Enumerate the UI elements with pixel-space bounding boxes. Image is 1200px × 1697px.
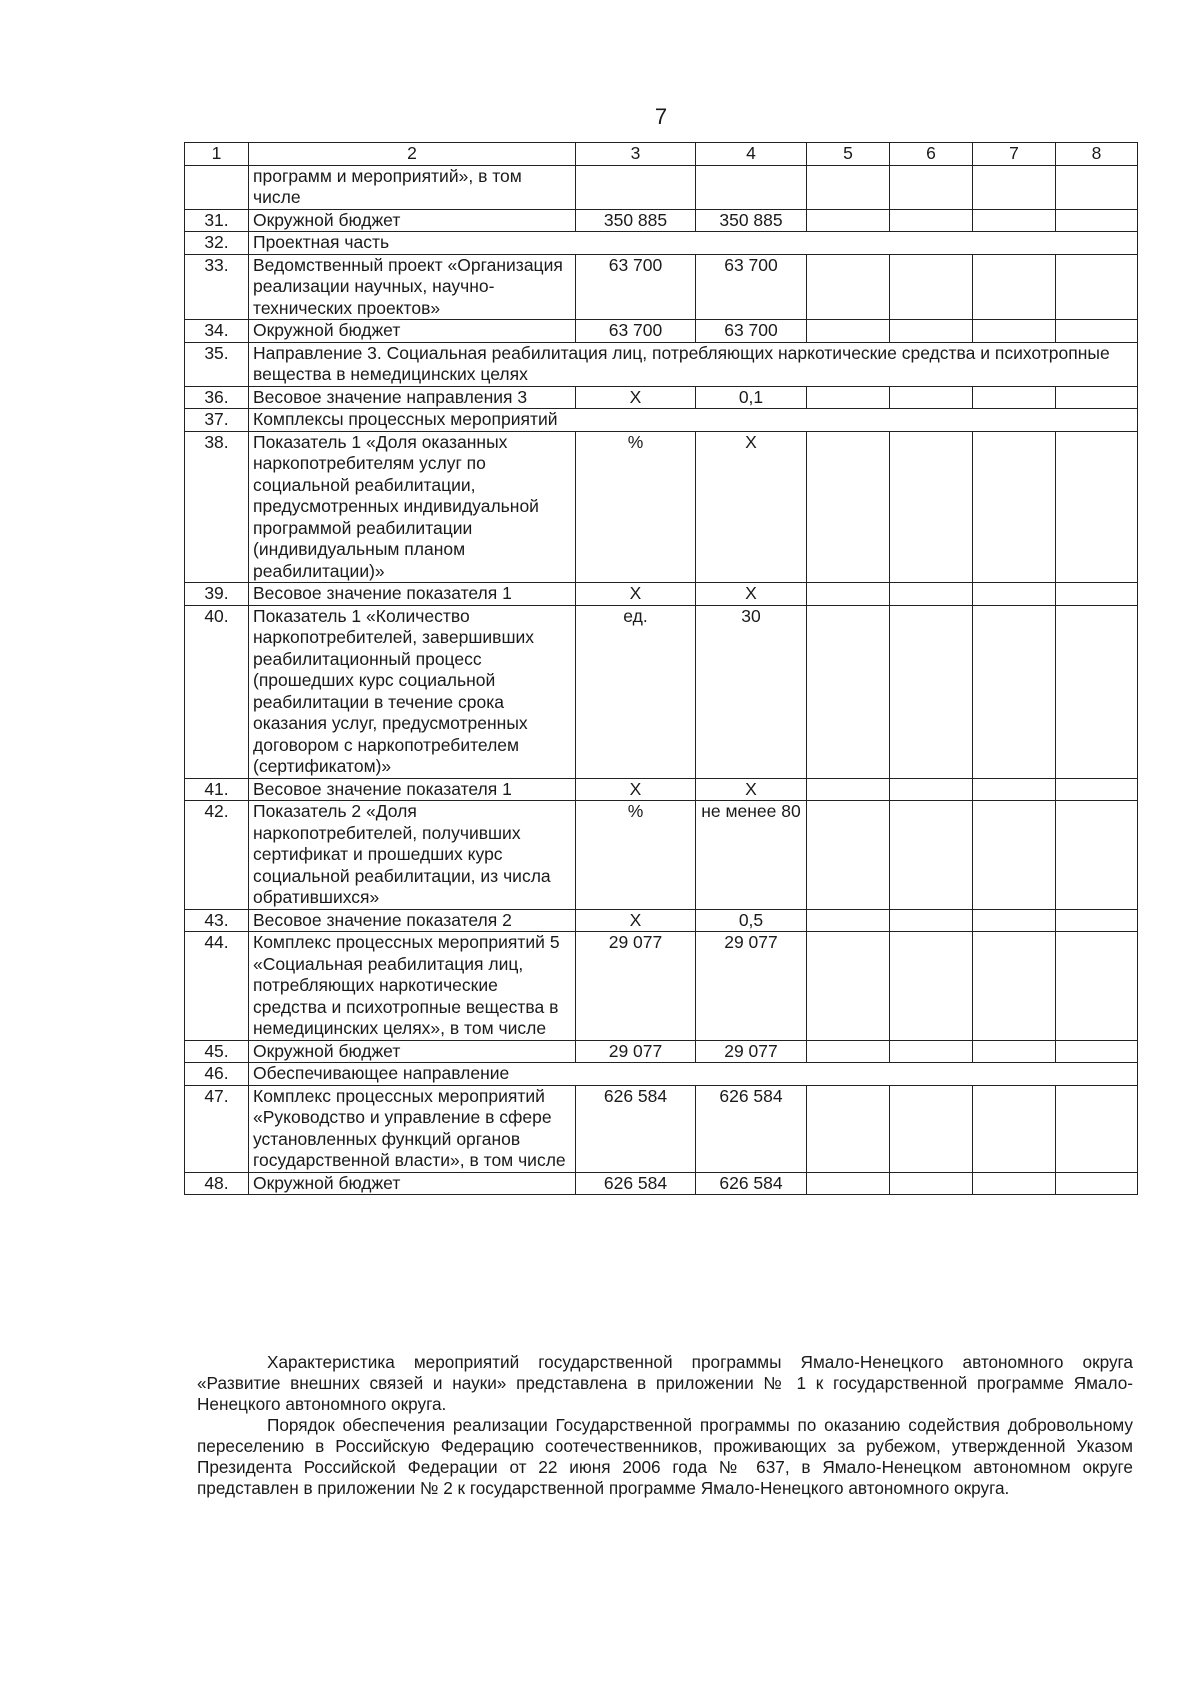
row-description: Проектная часть <box>249 232 1138 255</box>
page-number: 7 <box>654 104 668 129</box>
row-value-col3: ед. <box>576 605 696 778</box>
row-value-col3: Х <box>576 583 696 606</box>
row-number: 41. <box>185 778 249 801</box>
row-description: Показатель 2 «Доля наркопотребителей, получивших сертификат и прошедших курс социальной реабилитации, из числа обратившихся» <box>249 801 576 910</box>
row-description: Весовое значение показателя 1 <box>249 583 576 606</box>
row-description: Направление 3. Социальная реабилитация лиц, потребляющих наркотические средства и психотропные вещества в немедицинских целях <box>249 342 1138 386</box>
table-body <box>185 165 1138 1195</box>
row-description: Комплекс процессных мероприятий «Руководство и управление в сфере установленных функций органов государственной власти», в том числе <box>249 1085 576 1172</box>
column-header: 4 <box>696 143 807 166</box>
row-empty-col7 <box>973 254 1056 320</box>
row-empty-col7 <box>973 1085 1056 1172</box>
row-empty-col8 <box>1056 209 1138 232</box>
row-empty-col5 <box>807 165 890 209</box>
row-number: 35. <box>185 342 249 386</box>
row-empty-col8 <box>1056 1085 1138 1172</box>
row-empty-col7 <box>973 1172 1056 1195</box>
row-empty-col7 <box>973 605 1056 778</box>
row-value-col4: 30 <box>696 605 807 778</box>
table-row <box>185 165 1138 209</box>
row-empty-col5 <box>807 932 890 1041</box>
row-empty-col7 <box>973 801 1056 910</box>
row-empty-col7 <box>973 932 1056 1041</box>
row-value-col4: 29 077 <box>696 932 807 1041</box>
row-value-col4: не менее 80 <box>696 801 807 910</box>
row-number: 36. <box>185 386 249 409</box>
row-number: 46. <box>185 1063 249 1086</box>
row-value-col3: Х <box>576 778 696 801</box>
row-value-col3: Х <box>576 386 696 409</box>
row-empty-col5 <box>807 431 890 583</box>
row-value-col3: 626 584 <box>576 1172 696 1195</box>
column-header: 1 <box>185 143 249 166</box>
row-value-col3: 626 584 <box>576 1085 696 1172</box>
table-row <box>185 1085 1138 1172</box>
table-row <box>185 232 1138 255</box>
row-empty-col6 <box>890 605 973 778</box>
row-empty-col5 <box>807 778 890 801</box>
row-value-col4: 0,1 <box>696 386 807 409</box>
row-empty-col6 <box>890 932 973 1041</box>
row-number: 32. <box>185 232 249 255</box>
row-empty-col6 <box>890 165 973 209</box>
row-description: Показатель 1 «Количество наркопотребителей, завершивших реабилитационный процесс (прошедших курс социальной реабилитации в течение срока оказания услуг, предусмотренных договором с наркопотребителем (сертификатом)» <box>249 605 576 778</box>
row-value-col3: 63 700 <box>576 254 696 320</box>
row-empty-col8 <box>1056 386 1138 409</box>
body-text <box>197 1352 1133 1499</box>
row-empty-col8 <box>1056 431 1138 583</box>
row-empty-col8 <box>1056 778 1138 801</box>
row-value-col4: 350 885 <box>696 209 807 232</box>
row-description: Комплекс процессных мероприятий 5 «Социальная реабилитация лиц, потребляющих наркотические средства и психотропные вещества в немедицинских целях», в том числе <box>249 932 576 1041</box>
row-number: 47. <box>185 1085 249 1172</box>
row-description: Ведомственный проект «Организация реализации научных, научно-технических проектов» <box>249 254 576 320</box>
row-number: 33. <box>185 254 249 320</box>
table-row <box>185 583 1138 606</box>
row-empty-col6 <box>890 778 973 801</box>
row-empty-col5 <box>807 254 890 320</box>
row-empty-col8 <box>1056 932 1138 1041</box>
row-value-col4 <box>696 165 807 209</box>
row-empty-col8 <box>1056 909 1138 932</box>
row-description: Обеспечивающее направление <box>249 1063 1138 1086</box>
column-header: 7 <box>973 143 1056 166</box>
table-row <box>185 1063 1138 1086</box>
row-value-col3 <box>576 165 696 209</box>
row-empty-col5 <box>807 801 890 910</box>
column-header: 6 <box>890 143 973 166</box>
row-number: 40. <box>185 605 249 778</box>
row-description: Комплексы процессных мероприятий <box>249 409 1138 432</box>
table-row <box>185 342 1138 386</box>
row-value-col4: Х <box>696 583 807 606</box>
row-empty-col5 <box>807 209 890 232</box>
row-value-col4: 29 077 <box>696 1040 807 1063</box>
table-header-row <box>185 143 1138 166</box>
row-empty-col8 <box>1056 605 1138 778</box>
table-row <box>185 320 1138 343</box>
row-empty-col6 <box>890 386 973 409</box>
row-empty-col7 <box>973 386 1056 409</box>
row-number: 39. <box>185 583 249 606</box>
row-empty-col7 <box>973 1040 1056 1063</box>
row-empty-col6 <box>890 1040 973 1063</box>
row-number: 38. <box>185 431 249 583</box>
row-value-col3: 63 700 <box>576 320 696 343</box>
row-value-col4: 626 584 <box>696 1085 807 1172</box>
program-table <box>184 142 1138 1195</box>
paragraph: Порядок обеспечения реализации Государственной программы по оказанию содействия добровольному переселению в Российскую Федерацию соотечественников, проживающих за рубежом, утвержденной Указом Президента Российской Федерации от 22 июня 2006 года № 637, в Ямало-Ненецком автономном округе представлен в приложении № 2 к государственной программе Ямало-Ненецкого автономного округа. <box>197 1415 1133 1498</box>
row-empty-col8 <box>1056 583 1138 606</box>
row-number: 45. <box>185 1040 249 1063</box>
row-empty-col6 <box>890 209 973 232</box>
table-row <box>185 801 1138 910</box>
table-row <box>185 909 1138 932</box>
row-number: 48. <box>185 1172 249 1195</box>
row-empty-col7 <box>973 583 1056 606</box>
row-value-col4: 626 584 <box>696 1172 807 1195</box>
table-row <box>185 932 1138 1041</box>
table-row <box>185 605 1138 778</box>
row-description: Весовое значение показателя 2 <box>249 909 576 932</box>
row-number: 42. <box>185 801 249 910</box>
row-empty-col5 <box>807 1172 890 1195</box>
row-empty-col7 <box>973 320 1056 343</box>
row-description: Окружной бюджет <box>249 320 576 343</box>
row-value-col4: 0,5 <box>696 909 807 932</box>
row-description: Весовое значение показателя 1 <box>249 778 576 801</box>
row-description: Окружной бюджет <box>249 1040 576 1063</box>
row-empty-col7 <box>973 431 1056 583</box>
table-row <box>185 254 1138 320</box>
row-empty-col6 <box>890 1172 973 1195</box>
table-row <box>185 1040 1138 1063</box>
row-value-col3: 350 885 <box>576 209 696 232</box>
table-row <box>185 386 1138 409</box>
row-number <box>185 165 249 209</box>
column-header: 2 <box>249 143 576 166</box>
row-number: 44. <box>185 932 249 1041</box>
row-value-col4: Х <box>696 431 807 583</box>
column-header: 8 <box>1056 143 1138 166</box>
row-empty-col5 <box>807 1040 890 1063</box>
row-value-col3: % <box>576 431 696 583</box>
row-empty-col6 <box>890 909 973 932</box>
table-row <box>185 209 1138 232</box>
row-empty-col8 <box>1056 320 1138 343</box>
row-empty-col6 <box>890 801 973 910</box>
row-value-col3: 29 077 <box>576 932 696 1041</box>
row-empty-col6 <box>890 583 973 606</box>
table-row <box>185 431 1138 583</box>
row-number: 34. <box>185 320 249 343</box>
row-empty-col7 <box>973 778 1056 801</box>
row-empty-col6 <box>890 1085 973 1172</box>
row-empty-col5 <box>807 605 890 778</box>
row-description: программ и мероприятий», в том числе <box>249 165 576 209</box>
row-value-col3: Х <box>576 909 696 932</box>
row-description: Весовое значение направления 3 <box>249 386 576 409</box>
column-header: 5 <box>807 143 890 166</box>
row-empty-col6 <box>890 431 973 583</box>
row-number: 31. <box>185 209 249 232</box>
row-empty-col5 <box>807 583 890 606</box>
row-empty-col8 <box>1056 1172 1138 1195</box>
row-number: 43. <box>185 909 249 932</box>
row-description: Окружной бюджет <box>249 1172 576 1195</box>
table-row <box>185 1172 1138 1195</box>
row-number: 37. <box>185 409 249 432</box>
column-header: 3 <box>576 143 696 166</box>
row-empty-col7 <box>973 209 1056 232</box>
row-empty-col5 <box>807 386 890 409</box>
row-value-col4: Х <box>696 778 807 801</box>
row-empty-col8 <box>1056 254 1138 320</box>
row-empty-col8 <box>1056 801 1138 910</box>
row-value-col4: 63 700 <box>696 320 807 343</box>
row-empty-col7 <box>973 165 1056 209</box>
table-row <box>185 409 1138 432</box>
paragraph: Характеристика мероприятий государственной программы Ямало-Ненецкого автономного округа «Развитие внешних связей и науки» представлена в приложении № 1 к государственной программе Ямало-Ненецкого автономного округа. <box>197 1352 1133 1414</box>
table-row <box>185 778 1138 801</box>
row-empty-col6 <box>890 254 973 320</box>
row-empty-col5 <box>807 320 890 343</box>
row-empty-col5 <box>807 909 890 932</box>
row-value-col3: 29 077 <box>576 1040 696 1063</box>
row-empty-col7 <box>973 909 1056 932</box>
row-empty-col5 <box>807 1085 890 1172</box>
row-empty-col8 <box>1056 165 1138 209</box>
row-value-col4: 63 700 <box>696 254 807 320</box>
row-description: Окружной бюджет <box>249 209 576 232</box>
row-empty-col8 <box>1056 1040 1138 1063</box>
row-description: Показатель 1 «Доля оказанных наркопотребителям услуг по социальной реабилитации, предусмотренных индивидуальной программой реабилитации (индивидуальным планом реабилитации)» <box>249 431 576 583</box>
row-value-col3: % <box>576 801 696 910</box>
row-empty-col6 <box>890 320 973 343</box>
